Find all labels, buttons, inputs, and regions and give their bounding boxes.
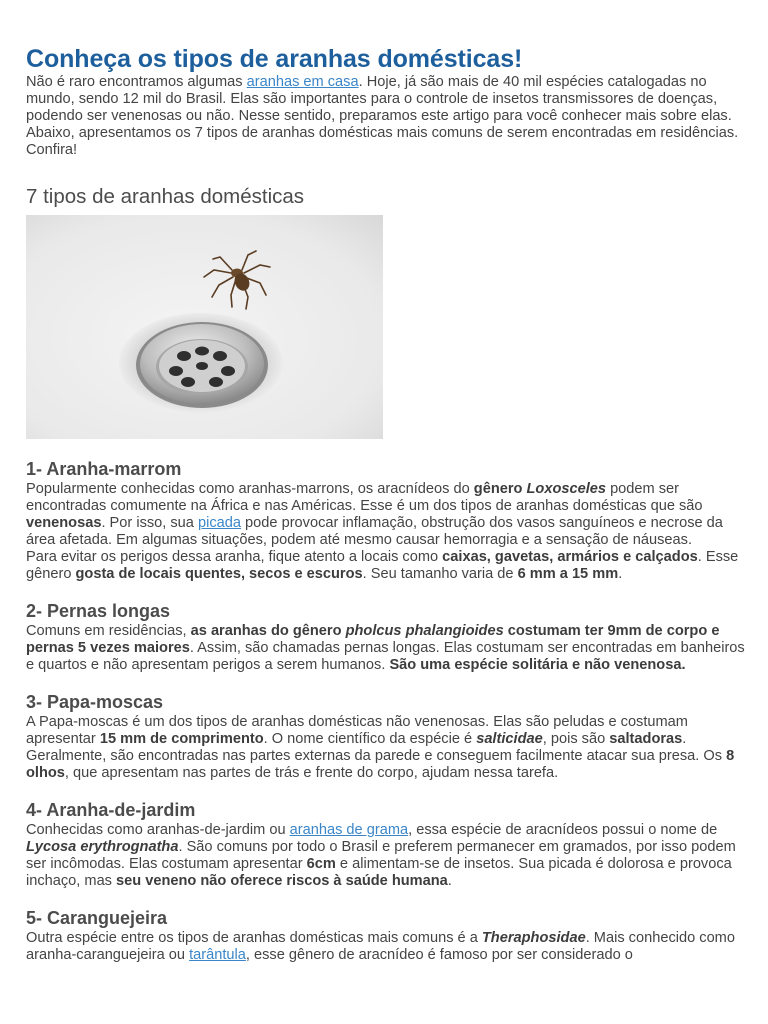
text: Conhecidas como aranhas-de-jardim ou [26,822,290,838]
bold-text: 8 olhos [26,748,735,781]
text: , esse gênero de aracnídeo é famoso por ser considerado o [245,947,633,963]
text: . Esse gênero [26,549,739,582]
text: Comuns em residências, [26,623,191,639]
bold-text: 6 mm a 15 mm [517,566,619,582]
text: , que apresentam nas partes de trás e frente do corpo, ajudam nessa tarefa. [64,765,559,781]
heading-caranguejeira: 5- Caranguejeira [26,908,168,928]
aranha-de-jardim-paragraph [26,822,746,890]
family-name: Theraphosidae [481,930,586,946]
text: , pois são [542,731,610,747]
bold-text: caixas, gavetas, armários e calçados [442,549,698,565]
text: . Geralmente, são encontradas nas partes externas da parede e conseguem facilmente atacar sua presa. Os [26,731,727,764]
bold-text: seu veneno não oferece riscos à saúde humana [116,873,448,889]
text: . São comuns por todo o Brasil e preferem permanecer em gramados, por isso podem ser incômodas. Elas costumam apresentar [26,839,736,872]
text: Popularmente conhecidas como aranhas-marrons, os aracnídeos do [26,481,474,497]
aranha-marrom-paragraph-1 [26,481,746,549]
text: . [618,566,623,582]
text: Para evitar os perigos dessa aranha, fique atento a locais como [26,549,443,565]
text: . Mais conhecido como aranha-caranguejeira ou [26,930,735,963]
caranguejeira-paragraph [26,930,746,964]
bold-text: as aranhas do gênero [190,623,346,639]
text: Outra espécie entre os tipos de aranhas domésticas mais comuns é a [26,930,482,946]
bold-text: 15 mm de comprimento [99,731,264,747]
page-title: Conheça os tipos de aranhas domésticas! [26,45,523,73]
bold-text: gosta de locais quentes, secos e escuros [75,566,363,582]
papa-moscas-paragraph [26,714,746,782]
aranhas-em-casa-link[interactable]: aranhas em casa [246,74,359,90]
bold-text: 6cm [306,856,336,872]
picada-link[interactable]: picada [197,515,241,531]
intro-text: Não é raro encontramos algumas [26,74,247,90]
bold-text: venenosas [26,515,102,531]
heading-aranha-de-jardim: 4- Aranha-de-jardim [26,800,196,820]
text: pode provocar inflamação, obstrução dos vasos sanguíneos e necrose da área afetada. Em algumas situações, podem até mesmo causar hemorragia e a sensação de náuseas. [26,515,723,548]
text: e alimentam-se de insetos. Sua picada é dolorosa e provoca inchaço, mas [26,856,732,889]
tarantula-link[interactable]: tarântula [189,947,246,963]
aranha-marrom-paragraph-2 [26,549,746,583]
text: . Por isso, sua [101,515,198,531]
intro-paragraph [26,74,746,159]
genus-name: Loxosceles [526,481,607,497]
text: , essa espécie de aracnídeos possui o nome de [408,822,718,838]
spider-drain-photo [26,215,383,439]
heading-pernas-longas: 2- Pernas longas [26,601,171,621]
heading-papa-moscas: 3- Papa-moscas [26,692,164,712]
aranhas-de-grama-link[interactable]: aranhas de grama [289,822,409,838]
species-name: salticidae [476,731,543,747]
pernas-longas-paragraph [26,623,746,674]
section-subtitle: 7 tipos de aranhas domésticas [26,185,305,208]
text: podem ser encontradas comumente na África e nas Américas. Esse é um dos tipos de aranhas domésticas que são [26,481,703,514]
text: A Papa-moscas é um dos tipos de aranhas domésticas não venenosas. Elas são peludas e costumam apresentar [26,714,688,747]
bold-text: saltadoras [609,731,683,747]
bold-text: costumam ter 9mm de corpo e pernas 5 vezes maiores [26,623,720,656]
text: . Assim, são chamadas pernas longas. Elas costumam ser encontradas em banheiros e quartos e não apresentam perigos a serem humanos. [26,640,745,673]
species-name: Lycosa erythrognatha [26,839,179,855]
intro-text-2: . Hoje, já são mais de 40 mil espécies catalogadas no mundo, sendo 12 mil do Brasil. Elas são importantes para o controle de insetos transmissores de doenças, podendo ser venenosas ou não. Nesse sentido, preparamos este artigo para você conhecer mais sobre elas. Abaixo, apresentamos os 7 tipos de aranhas domésticas mais comuns de serem encontradas em residências. Confira! [26,74,739,158]
heading-aranha-marrom: 1- Aranha-marrom [26,459,182,479]
text: . Seu tamanho varia de [362,566,518,582]
bold-text: gênero [473,481,527,497]
text: . O nome científico da espécie é [263,731,477,747]
genus-name: pholcus phalangioides [345,623,504,639]
article-content [26,44,746,964]
bold-text: São uma espécie solitária e não venenosa. [389,657,686,673]
text: . [447,873,452,889]
